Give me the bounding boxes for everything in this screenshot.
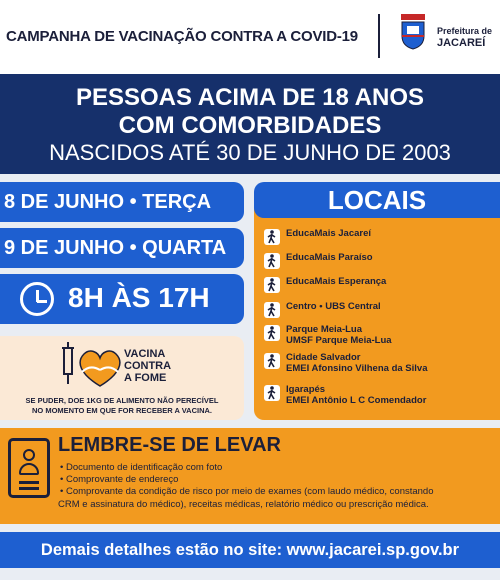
- walking-person-icon: [264, 302, 280, 318]
- id-card-line: [19, 487, 39, 490]
- lembre-item: • Comprovante de endereço: [60, 474, 179, 485]
- location-item: [264, 228, 371, 245]
- lembre-item: • Comprovante da condição de risco por meio de exames (com laudo médico, constando: [60, 486, 434, 497]
- campaign-title: CAMPANHA DE VACINAÇÃO CONTRA A COVID-19: [6, 28, 358, 45]
- walking-person-icon: [264, 277, 280, 293]
- location-line-1: Cidade Salvador: [286, 352, 361, 363]
- location-line-2: UMSF Parque Meia-Lua: [286, 335, 392, 346]
- walking-person-icon: [264, 253, 280, 269]
- fome-note-line-2: NO MOMENTO EM QUE FOR RECEBER A VACINA.: [31, 406, 212, 415]
- walking-person-icon: [264, 325, 280, 341]
- headline-line-3: NASCIDOS ATÉ 30 DE JUNHO DE 2003: [49, 140, 451, 165]
- location-line-1: EducaMais Jacareí: [286, 228, 372, 239]
- top-bar: [0, 0, 500, 74]
- vacina-contra-fome-box: [0, 336, 244, 420]
- location-text: [286, 384, 426, 406]
- time-pill: [0, 274, 244, 324]
- fome-label-line-2: CONTRA: [124, 360, 172, 372]
- fome-note: [0, 396, 244, 416]
- headline-line-2: COM COMORBIDADES: [118, 112, 382, 139]
- lembre-item: • Documento de identificação com foto: [60, 462, 223, 473]
- location-text: [286, 324, 392, 346]
- location-line-1: Parque Meia-Lua: [286, 324, 363, 335]
- location-item: [264, 324, 392, 346]
- location-line-1: EducaMais Paraíso: [286, 252, 373, 263]
- location-line-2: EMEI Afonsino Vilhena da Silva: [286, 363, 428, 374]
- lembre-item: CRM e assinatura do médico), receitas médicas, relatório médico ou prescrição médica.: [58, 499, 429, 510]
- lembre-title: LEMBRE-SE DE LEVAR: [58, 434, 281, 456]
- time-text: 8H ÀS 17H: [68, 282, 210, 313]
- logo-big-text: JACAREÍ: [437, 37, 486, 49]
- fome-label: [124, 348, 184, 384]
- locais-list-box: [254, 206, 500, 420]
- logo-small-text: Prefeitura de: [437, 26, 493, 36]
- day-2-pill: 9 DE JUNHO • QUARTA: [0, 228, 244, 268]
- location-item: [264, 384, 426, 406]
- location-line-1: Igarapés: [286, 384, 326, 395]
- id-card-body-shape: [19, 463, 39, 475]
- footer-banner: Demais detalhes estão no site: www.jacarei.sp.gov.br: [0, 532, 500, 568]
- fome-note-line-1: SE PUDER, DOE 1KG DE ALIMENTO NÃO PERECÍVEL: [25, 396, 219, 405]
- location-text: [286, 276, 386, 287]
- city-crest-icon: [398, 12, 428, 50]
- location-item: [264, 276, 386, 293]
- location-line-2: EMEI Antônio L C Comendador: [286, 395, 427, 406]
- location-text: [286, 228, 371, 239]
- location-line-1: Centro • UBS Central: [286, 301, 381, 312]
- walking-person-icon: [264, 385, 280, 401]
- location-item: [264, 301, 381, 318]
- id-card-head-shape: [23, 449, 35, 461]
- walking-person-icon: [264, 229, 280, 245]
- clock-icon: [20, 282, 54, 316]
- id-card-line: [19, 481, 39, 484]
- location-text: [286, 252, 373, 263]
- locais-title: LOCAIS: [254, 182, 500, 218]
- walking-person-icon: [264, 353, 280, 369]
- syringe-heart-hands-icon: [60, 342, 124, 392]
- headline-banner: [0, 74, 500, 174]
- location-line-1: EducaMais Esperança: [286, 276, 387, 287]
- location-item: [264, 252, 373, 269]
- location-text: [286, 301, 381, 312]
- location-item: [264, 352, 427, 374]
- header-divider: [378, 14, 380, 58]
- headline-line-1: PESSOAS ACIMA DE 18 ANOS: [75, 84, 425, 111]
- id-card-icon: [8, 438, 50, 498]
- lembre-box: [0, 428, 500, 524]
- fome-label-line-1: VACINA: [124, 348, 166, 360]
- day-1-pill: 8 DE JUNHO • TERÇA: [0, 182, 244, 222]
- fome-label-line-3: A FOME: [124, 372, 167, 384]
- location-text: [286, 352, 427, 374]
